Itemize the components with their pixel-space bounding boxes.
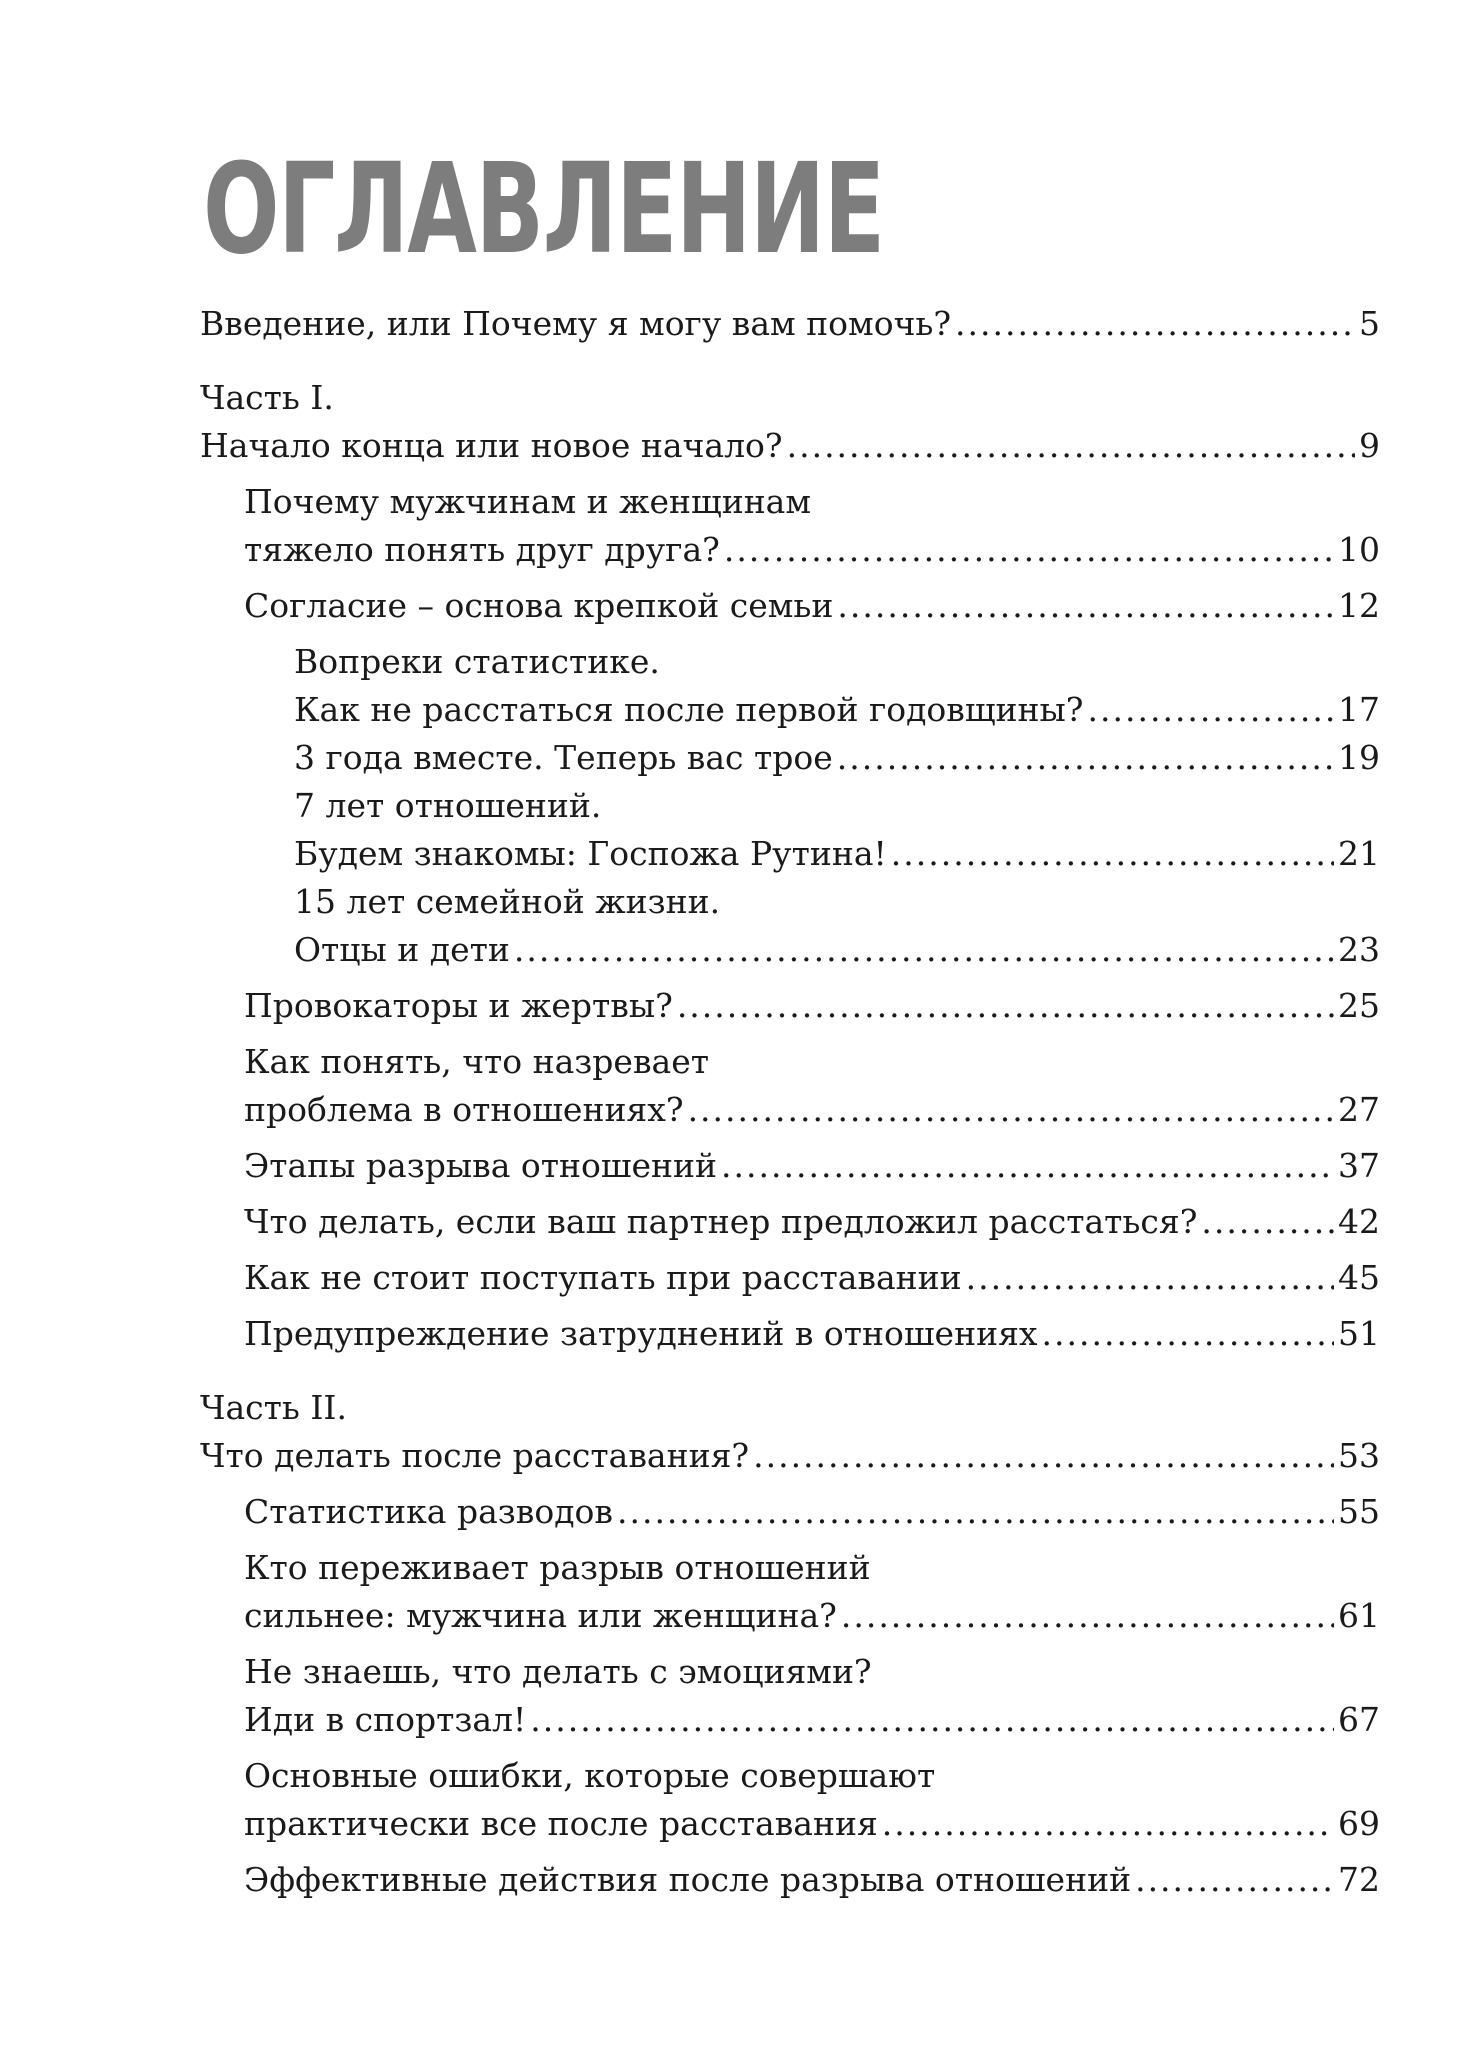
toc-entry-title: Этапы разрыва отношений — [244, 1146, 718, 1185]
toc-entry-title: Как понять, что назревает — [244, 1042, 709, 1081]
dot-leader — [721, 1142, 1334, 1190]
toc-entry[interactable] — [244, 1648, 1380, 1744]
dot-leader — [891, 830, 1334, 878]
toc-entry-title: Как не стоит поступать при расставании — [244, 1258, 962, 1297]
toc-entry[interactable] — [244, 982, 1380, 1030]
toc-entry-title: 3 года вместе. Теперь вас трое — [294, 738, 833, 777]
toc-page-number: 19 — [1338, 738, 1380, 777]
toc-entry-title-cont: Как не расстаться после первой годовщины? — [294, 690, 1084, 729]
toc-entry[interactable] — [244, 1198, 1380, 1246]
toc-entry-title: Не знаешь, что делать с эмоциями? — [244, 1652, 872, 1691]
toc-entry[interactable] — [244, 1038, 1380, 1134]
toc-page-number: 10 — [1338, 530, 1380, 569]
toc-page-number: 51 — [1338, 1314, 1380, 1353]
toc-entry-title: Эффективные действия после разрыва отношений — [244, 1860, 1132, 1899]
toc-entry-title-cont: Будем знакомы: Госпожа Рутина! — [294, 834, 887, 873]
toc-entry-title: Вопреки статистике. — [294, 642, 660, 681]
toc-entry[interactable] — [244, 1544, 1380, 1640]
dot-leader — [753, 1432, 1334, 1480]
toc-page-number: 27 — [1338, 1090, 1380, 1129]
dot-leader — [1042, 1310, 1335, 1358]
toc-entry[interactable] — [244, 582, 1380, 630]
dot-leader — [1201, 1198, 1334, 1246]
page-title: ОГЛАВЛЕНИЕ — [203, 137, 884, 282]
dot-leader — [955, 300, 1355, 348]
part-label: Часть II. — [200, 1388, 347, 1427]
toc-entry-title: Почему мужчинам и женщинам — [244, 482, 812, 521]
dot-leader — [837, 734, 1334, 782]
dot-leader — [677, 982, 1334, 1030]
toc-page-number: 61 — [1338, 1596, 1380, 1635]
dot-leader — [1135, 1856, 1334, 1904]
toc-entry[interactable] — [244, 1142, 1380, 1190]
part-label: Часть I. — [200, 378, 334, 417]
toc-page-number: 45 — [1338, 1258, 1380, 1297]
toc-page-number: 53 — [1338, 1436, 1380, 1475]
toc-entry-title-cont: проблема в отношениях? — [244, 1090, 684, 1129]
toc-entry[interactable] — [294, 638, 1380, 734]
toc-entry[interactable] — [244, 1488, 1380, 1536]
dot-leader — [837, 582, 1334, 630]
toc-entry[interactable] — [244, 478, 1380, 574]
toc-page-number: 55 — [1338, 1492, 1380, 1531]
toc-entry-part1[interactable] — [200, 422, 1380, 470]
toc-entry-title: Что делать, если ваш партнер предложил расстаться? — [244, 1202, 1198, 1241]
toc-page-number: 37 — [1338, 1146, 1380, 1185]
toc-page-number: 21 — [1338, 834, 1380, 873]
toc-page-number: 17 — [1338, 690, 1380, 729]
toc-entry-title-cont: Отцы и дети — [294, 930, 510, 969]
toc-entry[interactable] — [294, 782, 1380, 878]
toc-entry-title: Статистика разводов — [244, 1492, 613, 1531]
toc-entry[interactable] — [244, 1752, 1380, 1848]
toc-entry-title-cont: Иди в спортзал! — [244, 1700, 527, 1739]
toc-page-number: 12 — [1338, 586, 1380, 625]
dot-leader — [617, 1488, 1334, 1536]
toc-page-number: 67 — [1338, 1700, 1380, 1739]
toc-page-number: 42 — [1338, 1202, 1380, 1241]
toc-entry-title: Согласие – основа крепкой семьи — [244, 586, 834, 625]
dot-leader — [724, 526, 1334, 574]
dot-leader — [841, 1592, 1334, 1640]
toc-entry-title: Кто переживает разрыв отношений — [244, 1548, 871, 1587]
toc-entry-title: Основные ошибки, которые совершают — [244, 1756, 936, 1795]
toc-entry[interactable] — [294, 878, 1380, 974]
toc-page-number: 9 — [1359, 426, 1380, 465]
toc-entry-title-cont: тяжело понять друг друга? — [244, 530, 720, 569]
toc-entry-title-cont: практически все после расставания — [244, 1804, 878, 1843]
dot-leader — [514, 926, 1334, 974]
dot-leader — [966, 1254, 1334, 1302]
toc-entry[interactable] — [244, 1856, 1380, 1904]
toc-entry-title: Начало конца или новое начало? — [200, 426, 783, 465]
dot-leader — [882, 1800, 1334, 1848]
toc-entry[interactable] — [294, 734, 1380, 782]
toc-page-number: 25 — [1338, 986, 1380, 1025]
toc-entry-part2[interactable] — [200, 1432, 1380, 1480]
dot-leader — [1088, 686, 1334, 734]
dot-leader — [688, 1086, 1334, 1134]
toc-entry-title-cont: сильнее: мужчина или женщина? — [244, 1596, 837, 1635]
toc-entry-intro[interactable] — [200, 300, 1380, 348]
toc-page-number: 5 — [1359, 304, 1380, 343]
dot-leader — [530, 1696, 1334, 1744]
toc-page-number: 69 — [1338, 1804, 1380, 1843]
toc-entry-title: Что делать после расставания? — [200, 1436, 750, 1475]
toc-entry-title: Введение, или Почему я могу вам помочь? — [200, 304, 952, 343]
toc-page-number: 23 — [1338, 930, 1380, 969]
toc-entry[interactable] — [244, 1254, 1380, 1302]
toc-page-number: 72 — [1338, 1860, 1380, 1899]
toc-entry-title: 7 лет отношений. — [294, 786, 602, 825]
toc-entry-title: 15 лет семейной жизни. — [294, 882, 721, 921]
table-of-contents — [200, 300, 1380, 1904]
toc-entry[interactable] — [244, 1310, 1380, 1358]
toc-entry-title: Провокаторы и жертвы? — [244, 986, 673, 1025]
toc-entry-title: Предупреждение затруднений в отношениях — [244, 1314, 1038, 1353]
dot-leader — [787, 422, 1355, 470]
